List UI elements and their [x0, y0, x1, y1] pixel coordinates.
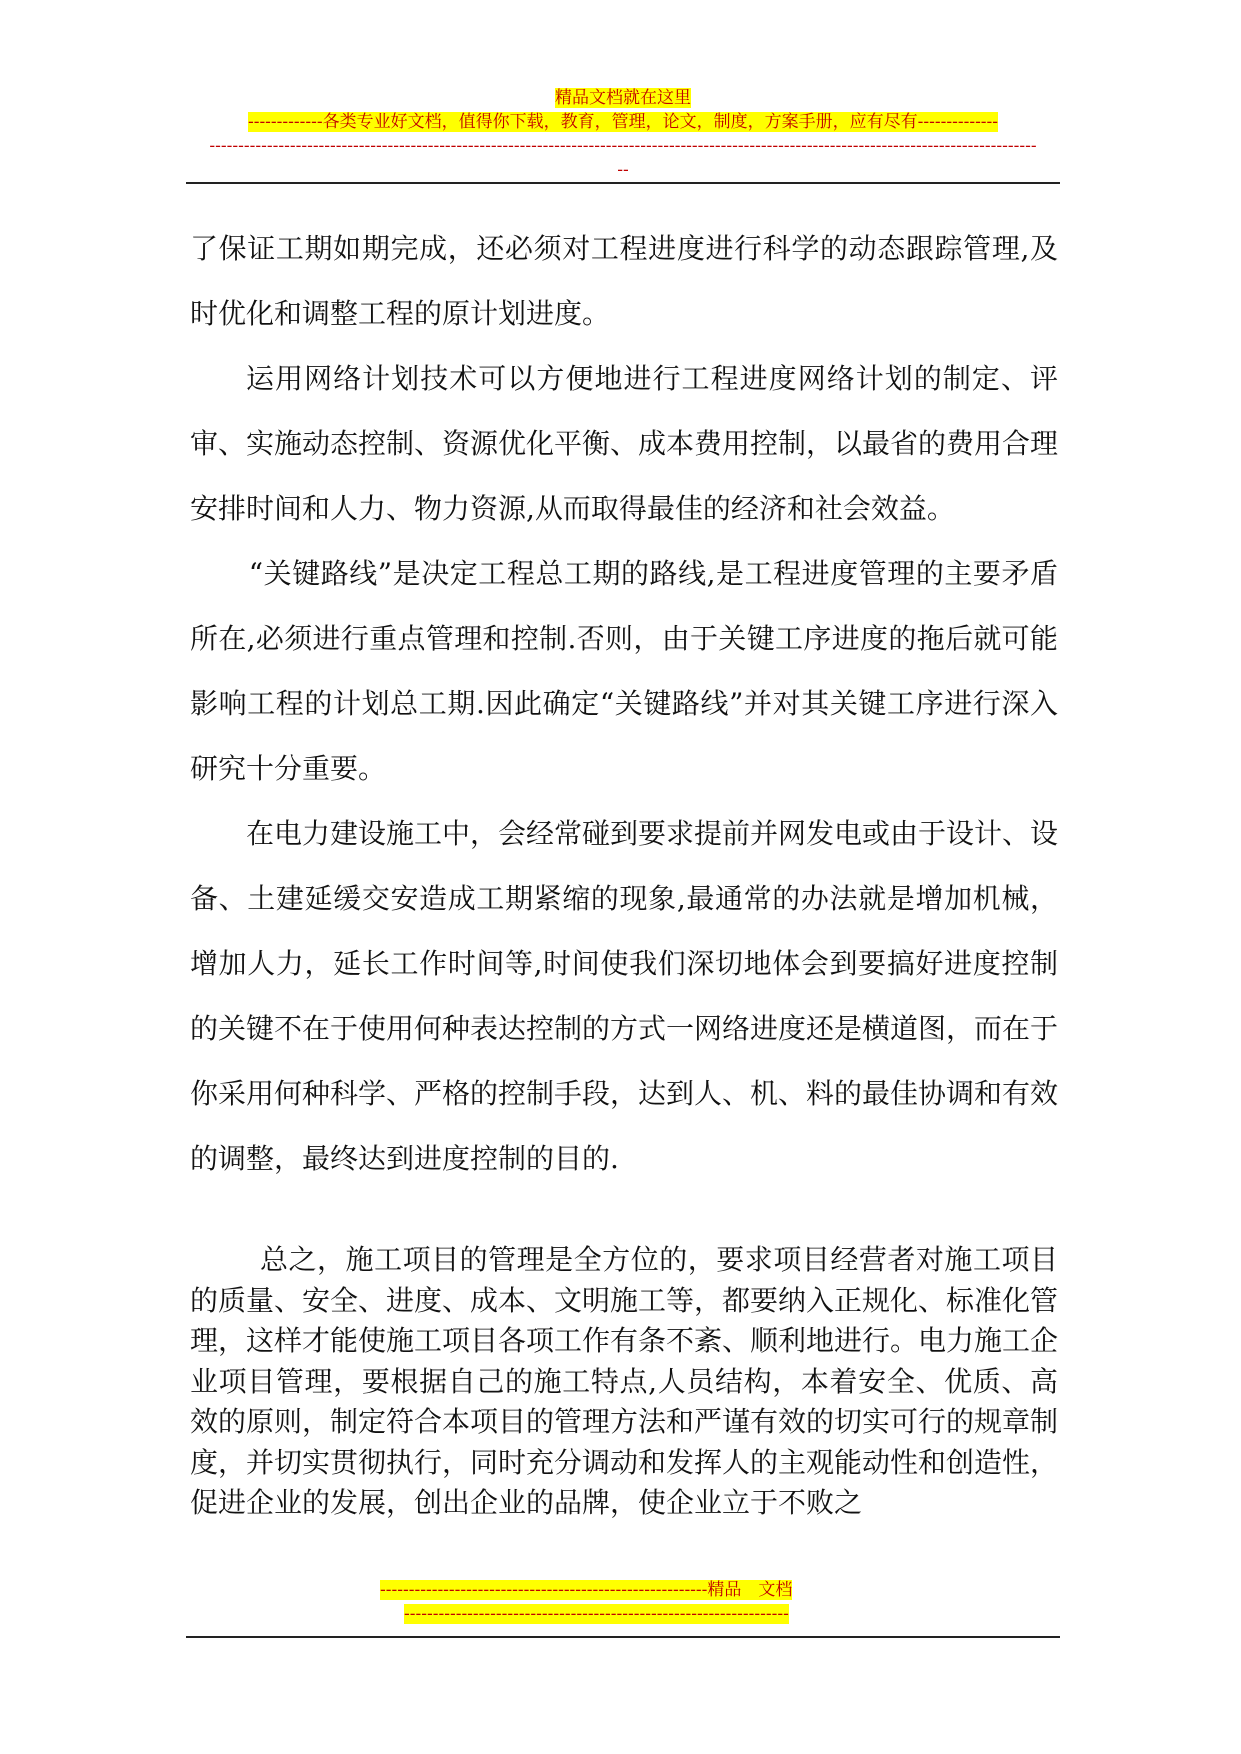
footer-divider	[186, 1636, 1060, 1638]
header-title	[186, 86, 1060, 110]
paragraph-1: 了保证工期如期完成，还必须对工程进度进行科学的动态跟踪管理,及时优化和调整工程的原计划进度。	[190, 232, 1058, 330]
header-title-text: 精品文档就在这里	[555, 88, 691, 108]
footer-line-2	[380, 1602, 880, 1626]
page-header	[186, 86, 1060, 182]
page-footer	[380, 1578, 880, 1626]
footer-line-1	[380, 1578, 880, 1602]
paragraph-2: 运用网络计划技术可以方便地进行工程进度网络计划的制定、评审、实施动态控制、资源优化平衡、成本费用控制，以最省的费用合理安排时间和人力、物力资源,从而取得最佳的经济和社会效益。	[190, 362, 1059, 525]
header-dash-line: ------------------------------------------------------------------------------------------------------------------------------------------------	[209, 136, 1037, 156]
paragraph-5: 总之，施工项目的管理是全方位的，要求项目经营者对施工项目的质量、安全、进度、成本、文明施工等，都要纳入正规化、标准化管理，这样才能使施工项目各项工作有条不紊、顺利地进行。电力施工企业项目管理，要根据自己的施工特点,人员结构，本着安全、优质、高效的原则，制定符合本项目的管理方法和严谨有效的切实可行的规章制度，并切实贯彻执行，同时充分调动和发挥人的主观能动性和创造性，促进企业的发展，创出企业的品牌，使企业立于不败之	[190, 1243, 1059, 1519]
header-dash-tail: --	[617, 160, 629, 180]
header-divider	[186, 182, 1060, 184]
header-tagline	[186, 110, 1060, 134]
footer-line-1-text: ---------------------------------------------------------精品 文档	[380, 1580, 793, 1600]
document-body	[190, 216, 1058, 1191]
header-tagline-text: -------------各类专业好文档，值得你下载，教育，管理，论文，制度，方案手册，应有尽有--------------	[247, 112, 999, 132]
paragraph-3: “关键路线”是决定工程总工期的路线,是工程进度管理的主要矛盾所在,必须进行重点管理和控制.否则，由于关键工序进度的拖后就可能影响工程的计划总工期.因此确定“关键路线”并对其关键工序进行深入研究十分重要。	[190, 557, 1058, 785]
footer-line-2-text: -------------------------------------------------------------------	[404, 1604, 789, 1624]
paragraph-4: 在电力建设施工中，会经常碰到要求提前并网发电或由于设计、设备、土建延缓交安造成工期紧缩的现象,最通常的办法就是增加机械，增加人力，延长工作时间等,时间使我们深切地体会到要搞好进度控制的关键不在于使用何种表达控制的方式一网络进度还是横道图，而在于你采用何种科学、严格的控制手段，达到人、机、料的最佳协调和有效的调整，最终达到进度控制的目的.	[190, 817, 1059, 1175]
